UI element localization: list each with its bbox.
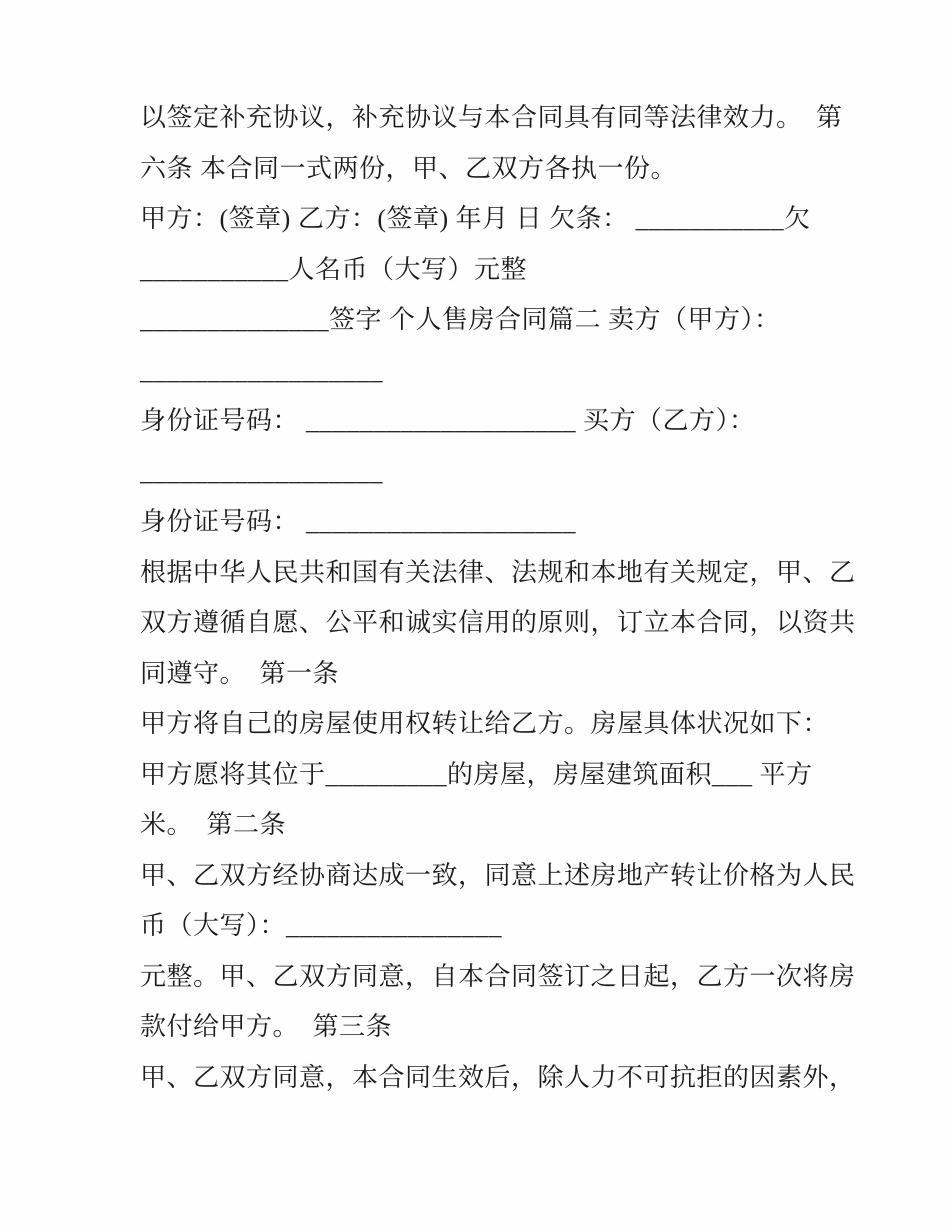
text-line-13: 甲方将自己的房屋使用权转让给乙方。房屋具体状况如下：: [140, 709, 830, 738]
text-line-17: 币（大写）：________________: [140, 911, 503, 940]
contract-text-block: [140, 93, 890, 1103]
text-line-20: 甲、乙双方同意，本合同生效后，除人力不可抗拒的因素外，: [140, 1062, 856, 1092]
text-line-7: 身份证号码： ____________________ 买方（乙方）：: [140, 406, 756, 435]
text-line-6-blank-underline: __________________: [140, 355, 383, 385]
text-line-12: 同遵守。 第一条: [140, 658, 340, 688]
text-line-18: 元整。甲、乙双方同意，自本合同签订之日起，乙方一次将房: [140, 961, 856, 991]
text-line-3: 甲方：(签章) 乙方：(签章) 年月 日 欠条： ___________欠: [140, 204, 811, 233]
text-line-1: 以签定补充协议，补充协议与本合同具有同等法律效力。 第: [140, 103, 843, 132]
text-line-9: 身份证号码： ____________________: [140, 507, 577, 536]
text-line-19: 款付给甲方。 第三条: [140, 1012, 393, 1041]
text-line-5: ______________签字 个人售房合同篇二 卖方（甲方）：: [140, 305, 781, 334]
text-line-15: 米。 第二条: [140, 810, 287, 839]
text-line-4: ___________人名币（大写）元整: [140, 254, 528, 284]
text-line-8-blank-underline: __________________: [140, 456, 383, 486]
text-line-2: 六条 本合同一式两份，甲、乙双方各执一份。: [140, 153, 678, 183]
text-line-16: 甲、乙双方经协商达成一致，同意上述房地产转让价格为人民: [140, 860, 856, 890]
text-line-10: 根据中华人民共和国有关法律、法规和本地有关规定，甲、乙: [140, 557, 856, 587]
text-line-11: 双方遵循自愿、公平和诚实信用的原则，订立本合同，以资共: [140, 608, 856, 637]
text-line-14: 甲方愿将其位于_________的房屋，房屋建筑面积___ 平方: [140, 759, 813, 789]
